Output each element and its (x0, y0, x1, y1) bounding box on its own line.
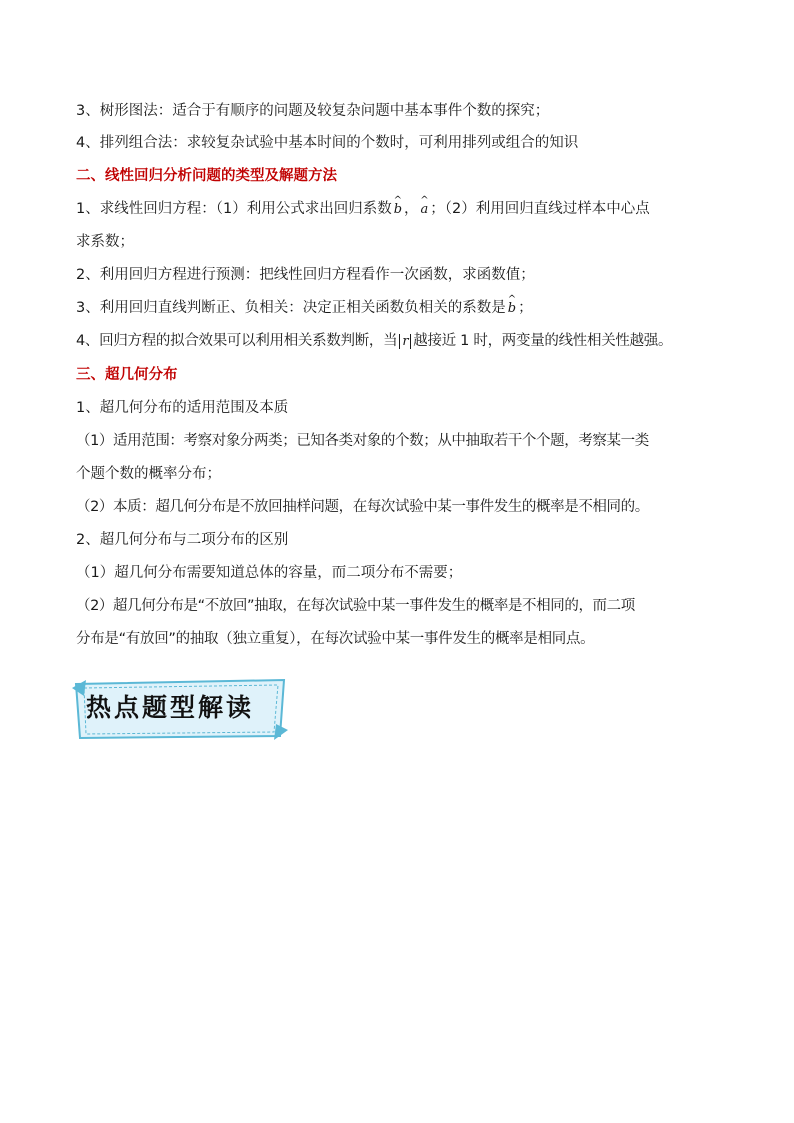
r-abs-symbol: r (399, 334, 411, 349)
a-hat-symbol: ^ a (419, 200, 431, 220)
hot-topics-banner (72, 674, 288, 742)
text-run: ； (518, 300, 533, 316)
text-run: 3、利用回归直线判断正、负相关：决定正相关函数负相关的系数是 (76, 300, 506, 316)
paragraph-difference-2-cont: 分布是“有放回”的抽取（独立重复），在每次试验中某一事件发生的概率是相同点。 (76, 631, 595, 647)
banner-title: 热点题型解读 (86, 693, 255, 722)
paragraph-difference-1: （1）超几何分布需要知道总体的容量，而二项分布不需要； (76, 565, 463, 581)
text-run: 1、求线性回归方程：（1）利用公式求出回归系数 (76, 201, 392, 217)
section-heading-hypergeometric: 三、超几何分布 (76, 367, 178, 383)
paragraph-tree-diagram: 3、树形图法：适合于有顺序的问题及较复杂问题中基本事件个数的探究； (76, 103, 550, 119)
section-heading-regression: 二、线性回归分析问题的类型及解题方法 (76, 168, 337, 184)
text-run: ， (404, 201, 419, 217)
text-run: 越接近 1 时，两变量的线性相关性越强。 (413, 333, 673, 349)
paragraph-hypergeometric-scope: 1、超几何分布的适用范围及本质 (76, 400, 289, 416)
b-hat-symbol: ^ b (392, 200, 404, 220)
paragraph-applicable-range: （1）适用范围：考察对象分两类；已知各类对象的个数；从中抽取若干个个题，考察某一类 (76, 433, 649, 449)
b-hat-symbol: ^ b (506, 299, 518, 319)
paragraph-essence: （2）本质：超几何分布是不放回抽样问题，在每次试验中某一事件发生的概率是不相同的。 (76, 499, 649, 515)
paragraph-difference-title: 2、超几何分布与二项分布的区别 (76, 532, 289, 548)
paragraph-correlation-coefficient (76, 331, 726, 352)
paragraph-regression-equation (76, 199, 726, 220)
text-run: ；（2）利用回归直线过样本中心点 (430, 201, 650, 217)
paragraph-correlation-sign (76, 298, 726, 319)
paragraph-permutation: 4、排列组合法：求较复杂试验中基本时间的个数时，可利用排列或组合的知识 (76, 135, 579, 151)
paragraph-applicable-range-cont: 个题个数的概率分布； (76, 466, 221, 482)
paragraph-regression-equation-cont: 求系数； (76, 234, 134, 250)
paragraph-difference-2: （2）超几何分布是“不放回”抽取，在每次试验中某一事件发生的概率是不相同的，而二项 (76, 598, 635, 614)
text-run: 4、回归方程的拟合效果可以利用相关系数判断，当 (76, 333, 398, 349)
paragraph-prediction: 2、利用回归方程进行预测：把线性回归方程看作一次函数，求函数值； (76, 267, 535, 283)
